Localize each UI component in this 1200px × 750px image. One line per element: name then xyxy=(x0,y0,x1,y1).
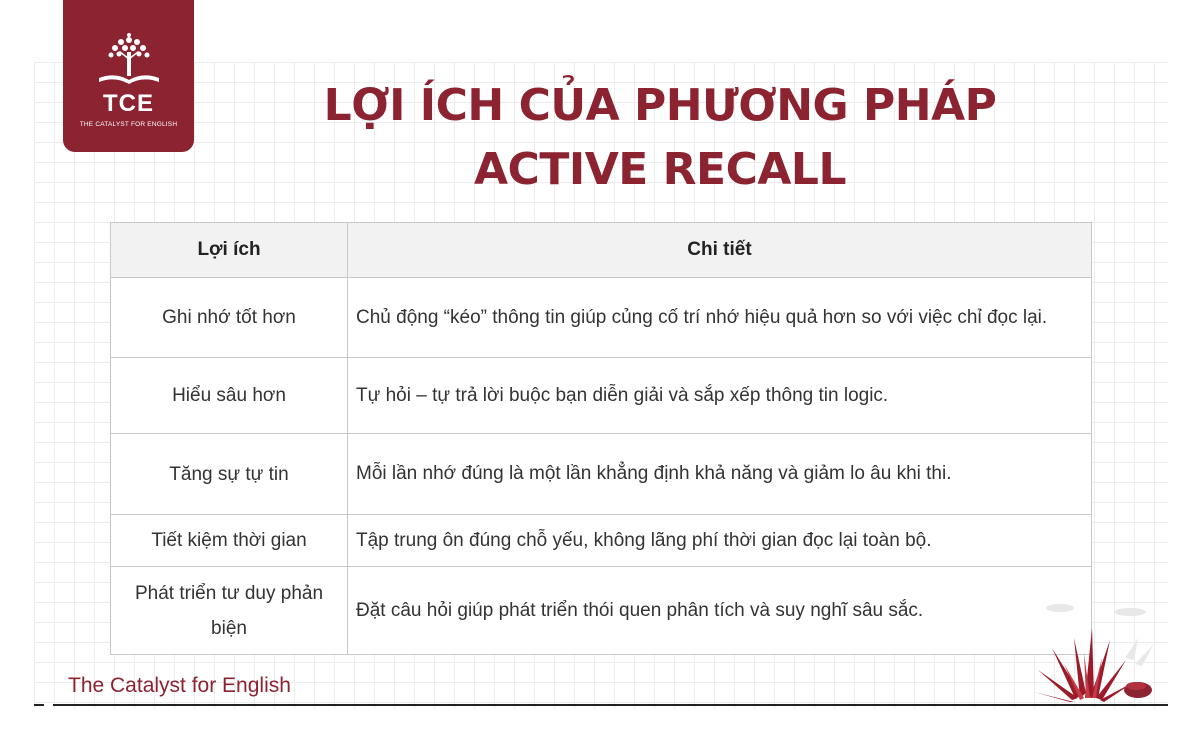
plant-icon xyxy=(1030,598,1160,706)
detail-cell: Chủ động “kéo” thông tin giúp củng cố trí nhớ hiệu quả hơn so với việc chỉ đọc lại. xyxy=(348,278,1092,358)
table-row xyxy=(111,434,1092,515)
benefit-cell: Ghi nhớ tốt hơn xyxy=(111,278,348,358)
table-row xyxy=(111,567,1092,655)
footer-divider-short xyxy=(34,704,44,706)
benefit-cell: Phát triển tư duy phản biện xyxy=(111,567,348,655)
benefit-cell: Tiết kiệm thời gian xyxy=(111,515,348,567)
header-detail: Chi tiết xyxy=(348,223,1092,278)
table-row xyxy=(111,515,1092,567)
title-line-2: ACTIVE RECALL xyxy=(473,144,846,195)
title-line-1: LỢI ÍCH CỦA PHƯƠNG PHÁP xyxy=(323,80,997,131)
logo-tagline: THE CATALYST FOR ENGLISH xyxy=(79,121,178,128)
tree-book-icon xyxy=(93,30,165,90)
table-row xyxy=(111,358,1092,434)
detail-cell: Đặt câu hỏi giúp phát triển thói quen phân tích và suy nghĩ sâu sắc. xyxy=(348,567,1092,655)
logo-name: TCE xyxy=(103,90,154,117)
footer-brand-text: The Catalyst for English xyxy=(68,674,291,697)
detail-cell: Mỗi lần nhớ đúng là một lần khẳng định khả năng và giảm lo âu khi thi. xyxy=(348,434,1092,515)
table-row xyxy=(111,278,1092,358)
benefit-cell: Tăng sự tự tin xyxy=(111,434,348,515)
header-benefit: Lợi ích xyxy=(111,223,348,278)
logo-badge xyxy=(63,0,194,152)
benefit-cell: Hiểu sâu hơn xyxy=(111,358,348,434)
detail-cell: Tập trung ôn đúng chỗ yếu, không lãng phí thời gian đọc lại toàn bộ. xyxy=(348,515,1092,567)
footer-divider xyxy=(53,704,1168,706)
table-header-row xyxy=(111,223,1092,278)
benefits-table xyxy=(110,222,1092,655)
page-title xyxy=(310,74,1010,202)
detail-cell: Tự hỏi – tự trả lời buộc bạn diễn giải và sắp xếp thông tin logic. xyxy=(348,358,1092,434)
